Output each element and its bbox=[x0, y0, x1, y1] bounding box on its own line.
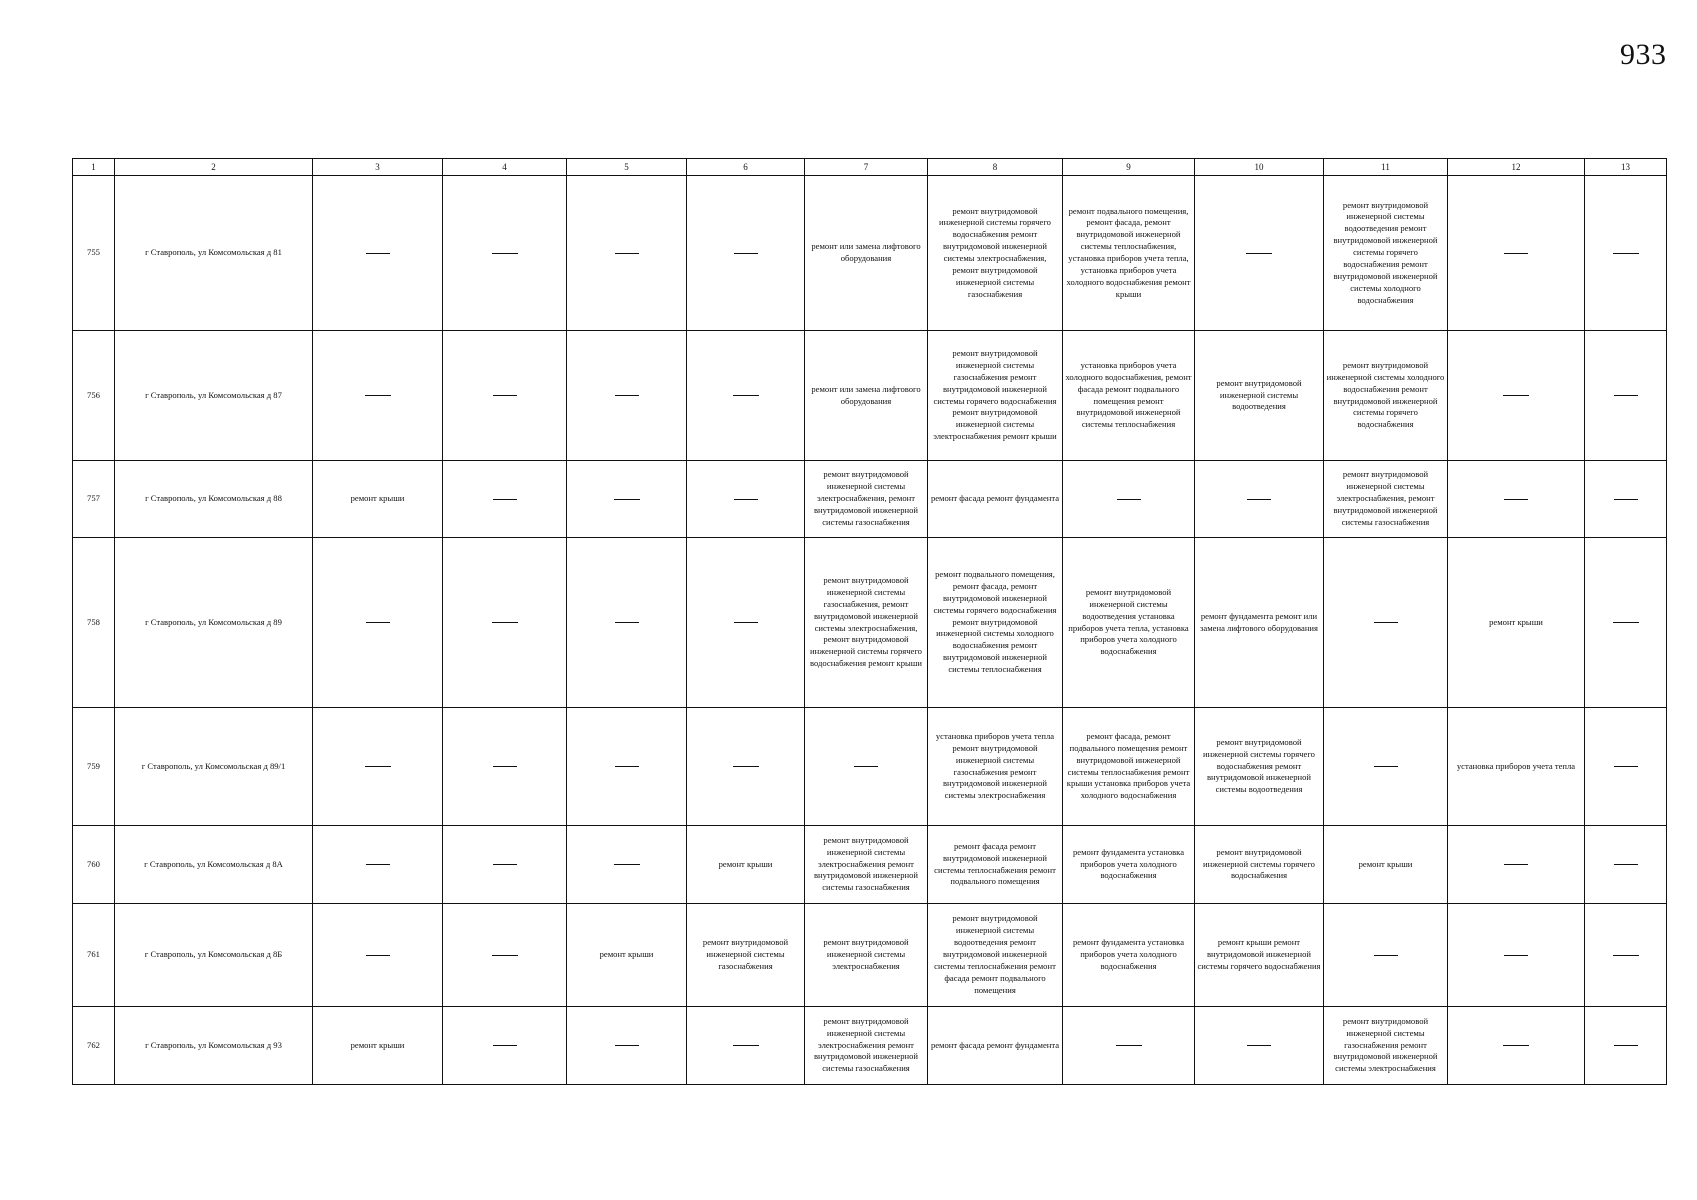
dash-mark bbox=[1614, 864, 1638, 865]
work-cell bbox=[805, 461, 928, 538]
column-header: 3 bbox=[313, 159, 443, 176]
empty-cell bbox=[1448, 331, 1585, 461]
dash-mark bbox=[493, 395, 517, 396]
dash-mark bbox=[366, 253, 390, 254]
dash-mark bbox=[492, 955, 518, 956]
empty-cell bbox=[687, 708, 805, 826]
work-cell bbox=[805, 331, 928, 461]
work-description: ремонт фасада ремонт фундамента bbox=[930, 493, 1060, 504]
work-cell bbox=[1063, 826, 1195, 904]
address-cell: г Ставрополь, ул Комсомольская д 89 bbox=[115, 538, 313, 708]
work-cell bbox=[805, 1007, 928, 1085]
work-cell bbox=[805, 538, 928, 708]
dash-mark bbox=[366, 955, 390, 956]
column-header: 7 bbox=[805, 159, 928, 176]
work-cell bbox=[1195, 904, 1324, 1007]
empty-cell bbox=[1195, 1007, 1324, 1085]
empty-cell bbox=[443, 331, 567, 461]
empty-cell bbox=[567, 538, 687, 708]
dash-mark bbox=[734, 499, 758, 500]
address-cell: г Ставрополь, ул Комсомольская д 88 bbox=[115, 461, 313, 538]
empty-cell bbox=[687, 538, 805, 708]
column-header: 9 bbox=[1063, 159, 1195, 176]
row-number: 762 bbox=[73, 1007, 115, 1085]
work-description: ремонт внутридомовой инженерной системы холодного водоснабжения ремонт внутридомовой инженерной системы горячего водоснабжения bbox=[1326, 359, 1445, 430]
dash-mark bbox=[1374, 622, 1398, 623]
empty-cell bbox=[1448, 1007, 1585, 1085]
dash-mark bbox=[734, 253, 758, 254]
work-description: ремонт внутридомовой инженерной системы водоотведения ремонт внутридомовой инженерной системы горячего водоснабжения ремонт внутридомовой инженерной системы холодного водоснабжения bbox=[1333, 199, 1438, 305]
address-cell: г Ставрополь, ул Комсомольская д 8А bbox=[115, 826, 313, 904]
work-cell bbox=[1195, 538, 1324, 708]
dash-mark bbox=[615, 253, 639, 254]
row-number: 759 bbox=[73, 708, 115, 826]
work-description: установка приборов учета тепла bbox=[1456, 760, 1576, 771]
empty-cell bbox=[567, 461, 687, 538]
table-body bbox=[73, 176, 1667, 1085]
empty-cell bbox=[1195, 176, 1324, 331]
work-cell bbox=[1195, 708, 1324, 826]
empty-cell bbox=[1448, 461, 1585, 538]
dash-mark bbox=[1247, 499, 1271, 500]
work-cell bbox=[1195, 331, 1324, 461]
table-row bbox=[73, 461, 1667, 538]
dash-mark bbox=[1503, 395, 1529, 396]
page-number: 933 bbox=[1620, 38, 1667, 71]
empty-cell bbox=[1585, 331, 1667, 461]
empty-cell bbox=[313, 538, 443, 708]
row-number: 758 bbox=[73, 538, 115, 708]
dash-mark bbox=[1504, 253, 1528, 254]
work-cell bbox=[928, 904, 1063, 1007]
work-cell bbox=[805, 176, 928, 331]
dash-mark bbox=[1614, 499, 1638, 500]
empty-cell bbox=[567, 331, 687, 461]
empty-cell bbox=[443, 1007, 567, 1085]
work-description: ремонт крыши ремонт внутридомовой инженерной системы горячего водоснабжения bbox=[1197, 937, 1321, 971]
empty-cell bbox=[567, 176, 687, 331]
dash-mark bbox=[365, 395, 391, 396]
work-description: ремонт внутридомовой инженерной системы электроснабжения bbox=[823, 937, 909, 971]
empty-cell bbox=[313, 708, 443, 826]
column-header: 8 bbox=[928, 159, 1063, 176]
table-row bbox=[73, 708, 1667, 826]
dash-mark bbox=[615, 395, 639, 396]
empty-cell bbox=[1324, 538, 1448, 708]
column-header: 11 bbox=[1324, 159, 1448, 176]
row-number: 755 bbox=[73, 176, 115, 331]
dash-mark bbox=[1613, 622, 1639, 623]
work-cell bbox=[928, 708, 1063, 826]
work-description: ремонт внутридомовой инженерной системы электроснабжения ремонт внутридомовой инженерной системы газоснабжения bbox=[813, 834, 919, 893]
empty-cell bbox=[313, 826, 443, 904]
dash-mark bbox=[1614, 1045, 1638, 1046]
address-cell: г Ставрополь, ул Комсомольская д 87 bbox=[115, 331, 313, 461]
work-cell bbox=[1448, 538, 1585, 708]
work-cell bbox=[928, 176, 1063, 331]
column-header: 2 bbox=[115, 159, 313, 176]
work-cell bbox=[1324, 1007, 1448, 1085]
dash-mark bbox=[1374, 955, 1398, 956]
empty-cell bbox=[1585, 708, 1667, 826]
row-number: 757 bbox=[73, 461, 115, 538]
dash-mark bbox=[1504, 955, 1528, 956]
dash-mark bbox=[366, 864, 390, 865]
empty-cell bbox=[1063, 1007, 1195, 1085]
table-row bbox=[73, 904, 1667, 1007]
work-cell bbox=[1063, 331, 1195, 461]
work-description: ремонт фундамента ремонт или замена лифтового оборудования bbox=[1200, 610, 1318, 633]
work-description: ремонт внутридомовой инженерной системы газоснабжения, ремонт внутридомовой инженерной системы электроснабжения, ремонт внутридомовой инженерной системы горячего водоснабжения ремонт крыши bbox=[809, 575, 923, 669]
work-description: ремонт фасада ремонт внутридомовой инженерной системы теплоснабжения ремонт подвального помещения bbox=[934, 840, 1056, 887]
table-row bbox=[73, 1007, 1667, 1085]
work-cell bbox=[687, 904, 805, 1007]
work-description: ремонт крыши bbox=[350, 1039, 405, 1050]
dash-mark bbox=[366, 622, 390, 623]
work-cell bbox=[1063, 904, 1195, 1007]
repair-program-table bbox=[72, 158, 1667, 1085]
empty-cell bbox=[443, 176, 567, 331]
dash-mark bbox=[1247, 1045, 1271, 1046]
empty-cell bbox=[313, 176, 443, 331]
empty-cell bbox=[313, 904, 443, 1007]
work-description: ремонт внутридомовой инженерной системы электроснабжения ремонт внутридомовой инженерной системы газоснабжения bbox=[813, 1015, 919, 1074]
work-cell bbox=[1324, 826, 1448, 904]
work-cell bbox=[1195, 826, 1324, 904]
table-row bbox=[73, 538, 1667, 708]
work-cell bbox=[567, 904, 687, 1007]
dash-mark bbox=[1117, 499, 1141, 500]
empty-cell bbox=[1585, 461, 1667, 538]
dash-mark bbox=[614, 864, 640, 865]
work-description: ремонт фасада ремонт фундамента bbox=[930, 1039, 1060, 1050]
column-header: 1 bbox=[73, 159, 115, 176]
work-description: ремонт внутридомовой инженерной системы газоснабжения ремонт внутридомовой инженерной системы электроснабжения bbox=[1333, 1015, 1438, 1074]
work-cell bbox=[928, 538, 1063, 708]
work-description: ремонт крыши bbox=[1358, 858, 1413, 869]
dash-mark bbox=[493, 864, 517, 865]
empty-cell bbox=[443, 708, 567, 826]
work-description: установка приборов учета холодного водоснабжения, ремонт фасада ремонт подвального помещения ремонт внутридомовой инженерной системы теплоснабжения bbox=[1065, 359, 1192, 430]
empty-cell bbox=[1063, 461, 1195, 538]
empty-cell bbox=[567, 826, 687, 904]
dash-mark bbox=[733, 766, 759, 767]
work-description: ремонт или замена лифтового оборудования bbox=[811, 383, 921, 406]
dash-mark bbox=[615, 766, 639, 767]
address-cell: г Ставрополь, ул Комсомольская д 81 bbox=[115, 176, 313, 331]
row-number: 760 bbox=[73, 826, 115, 904]
empty-cell bbox=[567, 708, 687, 826]
work-description: ремонт внутридомовой инженерной системы электроснабжения, ремонт внутридомовой инженерной системы газоснабжения bbox=[1333, 469, 1438, 527]
column-header: 6 bbox=[687, 159, 805, 176]
address-cell: г Ставрополь, ул Комсомольская д 93 bbox=[115, 1007, 313, 1085]
empty-cell bbox=[687, 1007, 805, 1085]
column-header: 12 bbox=[1448, 159, 1585, 176]
address-cell: г Ставрополь, ул Комсомольская д 8Б bbox=[115, 904, 313, 1007]
work-description: ремонт внутридомовой инженерной системы газоснабжения ремонт внутридомовой инженерной системы горячего водоснабжения ремонт внутридомовой инженерной системы электроснабжения ремонт крыши bbox=[933, 348, 1057, 442]
empty-cell bbox=[1324, 904, 1448, 1007]
work-description: ремонт крыши bbox=[599, 949, 654, 960]
empty-cell bbox=[1585, 538, 1667, 708]
dash-mark bbox=[492, 622, 518, 623]
empty-cell bbox=[687, 176, 805, 331]
work-cell bbox=[1063, 176, 1195, 331]
empty-cell bbox=[805, 708, 928, 826]
empty-cell bbox=[1324, 708, 1448, 826]
work-description: ремонт фундамента установка приборов учета холодного водоснабжения bbox=[1072, 846, 1185, 881]
dash-mark bbox=[614, 499, 640, 500]
work-description: ремонт или замена лифтового оборудования bbox=[811, 241, 921, 263]
work-description: ремонт фасада, ремонт подвального помещения ремонт внутридомовой инженерной системы теплоснабжения ремонт крыши установка приборов учета холодного водоснабжения bbox=[1066, 730, 1191, 801]
empty-cell bbox=[1585, 1007, 1667, 1085]
work-cell bbox=[1324, 176, 1448, 331]
work-description: ремонт внутридомовой инженерной системы водоотведения ремонт внутридомовой инженерной системы теплоснабжения ремонт фасада ремонт подвального помещения bbox=[934, 913, 1056, 995]
empty-cell bbox=[443, 904, 567, 1007]
work-description: ремонт внутридомовой инженерной системы водоотведения установка приборов учета тепла, установка приборов учета холодного водоснабжения bbox=[1068, 586, 1189, 657]
work-description: ремонт внутридомовой инженерной системы горячего водоснабжения ремонт внутридомовой инженерной системы водоотведения bbox=[1203, 736, 1315, 795]
row-number: 761 bbox=[73, 904, 115, 1007]
table-row bbox=[73, 826, 1667, 904]
column-header: 4 bbox=[443, 159, 567, 176]
column-header: 10 bbox=[1195, 159, 1324, 176]
work-cell bbox=[1448, 708, 1585, 826]
empty-cell bbox=[1585, 904, 1667, 1007]
dash-mark bbox=[492, 253, 518, 254]
work-description: ремонт внутридомовой инженерной системы электроснабжения, ремонт внутридомовой инженерной системы газоснабжения bbox=[813, 469, 919, 527]
work-description: ремонт внутридомовой инженерной системы газоснабжения bbox=[702, 937, 789, 971]
dash-mark bbox=[1116, 1045, 1142, 1046]
column-number-row bbox=[73, 159, 1667, 176]
table-row bbox=[73, 176, 1667, 331]
work-cell bbox=[687, 826, 805, 904]
dash-mark bbox=[1504, 499, 1528, 500]
empty-cell bbox=[687, 461, 805, 538]
work-cell bbox=[928, 331, 1063, 461]
empty-cell bbox=[443, 461, 567, 538]
dash-mark bbox=[1613, 955, 1639, 956]
empty-cell bbox=[1585, 176, 1667, 331]
dash-mark bbox=[1613, 253, 1639, 254]
address-cell: г Ставрополь, ул Комсомольская д 89/1 bbox=[115, 708, 313, 826]
work-cell bbox=[313, 461, 443, 538]
row-number: 756 bbox=[73, 331, 115, 461]
work-description: ремонт внутридомовой инженерной системы горячего водоснабжения bbox=[1203, 846, 1315, 881]
table-row bbox=[73, 331, 1667, 461]
dash-mark bbox=[365, 766, 391, 767]
dash-mark bbox=[1246, 253, 1272, 254]
work-description: ремонт крыши bbox=[350, 493, 405, 504]
dash-mark bbox=[1503, 1045, 1529, 1046]
work-cell bbox=[928, 461, 1063, 538]
dash-mark bbox=[493, 499, 517, 500]
dash-mark bbox=[493, 766, 517, 767]
dash-mark bbox=[615, 622, 639, 623]
work-cell bbox=[1324, 461, 1448, 538]
empty-cell bbox=[1585, 826, 1667, 904]
dash-mark bbox=[734, 622, 758, 623]
dash-mark bbox=[1614, 766, 1638, 767]
work-description: ремонт крыши bbox=[1489, 616, 1543, 627]
empty-cell bbox=[313, 331, 443, 461]
empty-cell bbox=[1448, 176, 1585, 331]
work-cell bbox=[928, 1007, 1063, 1085]
work-cell bbox=[805, 904, 928, 1007]
dash-mark bbox=[733, 1045, 759, 1046]
work-cell bbox=[928, 826, 1063, 904]
empty-cell bbox=[567, 1007, 687, 1085]
dash-mark bbox=[615, 1045, 639, 1046]
empty-cell bbox=[443, 538, 567, 708]
work-description: ремонт внутридомовой инженерной системы горячего водоснабжения ремонт внутридомовой инженерной системы электроснабжения, ремонт внутридомовой инженерной системы газоснабжения bbox=[939, 205, 1051, 299]
work-description: ремонт крыши bbox=[718, 858, 773, 869]
dash-mark bbox=[733, 395, 759, 396]
column-header: 5 bbox=[567, 159, 687, 176]
dash-mark bbox=[854, 766, 878, 767]
work-cell bbox=[1063, 708, 1195, 826]
work-cell bbox=[1324, 331, 1448, 461]
dash-mark bbox=[493, 1045, 517, 1046]
work-description: установка приборов учета тепла ремонт внутридомовой инженерной системы газоснабжения ремонт внутридомовой инженерной системы электроснабжения bbox=[935, 730, 1055, 801]
empty-cell bbox=[687, 331, 805, 461]
empty-cell bbox=[1195, 461, 1324, 538]
work-description: ремонт фундамента установка приборов учета холодного водоснабжения bbox=[1072, 937, 1185, 971]
column-header: 13 bbox=[1585, 159, 1667, 176]
work-description: ремонт подвального помещения, ремонт фасада, ремонт внутридомовой инженерной системы горячего водоснабжения ремонт внутридомовой инженерной системы холодного водоснабжения ремонт внутридомовой инженерной системы теплоснабжения bbox=[933, 569, 1057, 674]
dash-mark bbox=[1614, 395, 1638, 396]
empty-cell bbox=[1448, 904, 1585, 1007]
work-cell bbox=[1063, 538, 1195, 708]
dash-mark bbox=[1374, 766, 1398, 767]
empty-cell bbox=[1448, 826, 1585, 904]
work-description: ремонт подвального помещения, ремонт фасада, ремонт внутридомовой инженерной системы теплоснабжения, установка приборов учета тепла, установка приборов учета холодного водоснабжения ремонт крыши bbox=[1066, 205, 1191, 299]
work-description: ремонт внутридомовой инженерной системы водоотведения bbox=[1216, 377, 1302, 412]
work-cell bbox=[313, 1007, 443, 1085]
dash-mark bbox=[1504, 864, 1528, 865]
empty-cell bbox=[443, 826, 567, 904]
work-cell bbox=[805, 826, 928, 904]
